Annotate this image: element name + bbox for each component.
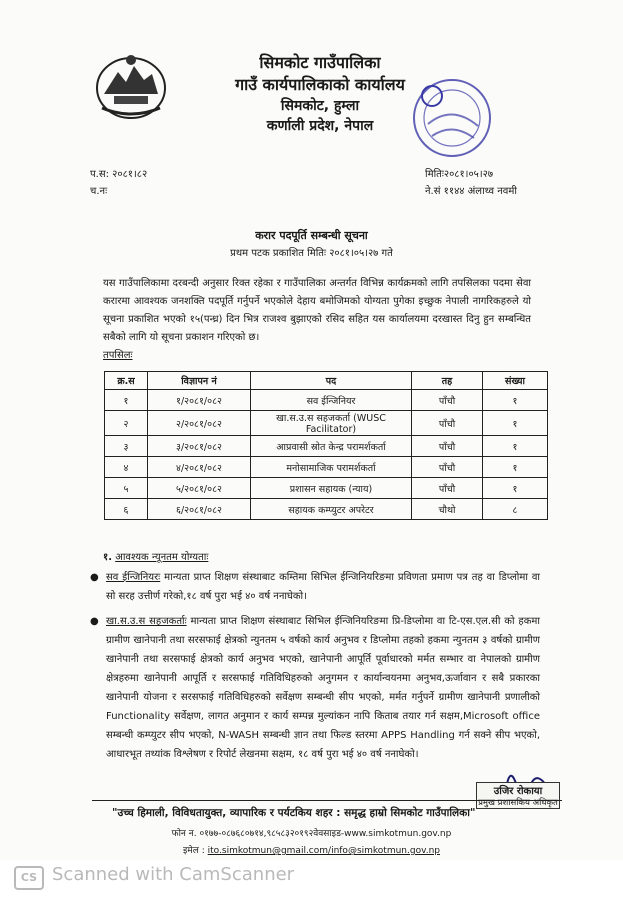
office-stamp-icon <box>408 74 496 162</box>
header-count: संख्या <box>483 372 548 390</box>
camscanner-watermark: Scanned with CamScanner <box>52 864 295 885</box>
cell-level: पाँचौ <box>412 478 483 499</box>
qualification-number: १. <box>103 552 112 563</box>
email-label: इमेल : <box>182 846 205 856</box>
cell-post: सव ईन्जिनियर <box>251 390 412 411</box>
table-row <box>105 390 548 411</box>
office-name: गाउँ कार्यपालिकाको कार्यालय <box>235 75 405 94</box>
table-row <box>105 499 548 520</box>
signatory-title: प्रमुख प्रशासकिय अधिकृत <box>478 798 558 808</box>
table-header-row <box>105 372 548 390</box>
table-row <box>105 457 548 478</box>
cell-post: मनोसामाजिक परामर्शकर्ता <box>251 457 412 478</box>
cell-level: चौथो <box>412 499 483 520</box>
cell-ad-number: ५/२०८१/०८२ <box>148 478 251 499</box>
header-post: पद <box>251 372 412 390</box>
cell-serial: ६ <box>105 499 148 520</box>
cell-serial: १ <box>105 390 148 411</box>
table-row <box>105 436 548 457</box>
bullet-icon: ● <box>90 572 99 583</box>
cell-count: १ <box>483 478 548 499</box>
reference-number: प.स: २०८१।८२ <box>90 169 148 180</box>
cell-ad-number: ६/२०८१/०८२ <box>148 499 251 520</box>
municipality-name: सिमकोट गाउँपालिका <box>259 53 381 72</box>
footer-contact: फोन न. ०१७७-०८७६८०७१४,९८५८३२०१९२वेवसाइड-www.simkotmun.gov.np <box>171 829 452 839</box>
cell-ad-number: ४/२०८१/०८२ <box>148 457 251 478</box>
cell-ad-number: २/२०८१/०८२ <box>148 411 251 436</box>
nepal-emblem-icon <box>92 50 170 122</box>
notice-subtitle: प्रथम पटक प्रकाशित मितिः २०८१।०५।२७ गते <box>230 248 393 259</box>
footer-slogan: "उच्च हिमाली, विविधतायुक्त, व्यापारिक र पर्यटकिय शहर : समृद्ध हाम्रो सिमकोट गाउँपालिका" <box>112 807 476 819</box>
cell-serial: ५ <box>105 478 148 499</box>
header-serial: क्र.स <box>105 372 148 390</box>
cell-level: पाँचौ <box>412 390 483 411</box>
reference-block <box>90 166 147 200</box>
cell-serial: २ <box>105 411 148 436</box>
qualification-heading <box>103 549 208 563</box>
signatory-name: उजिर रोकाया <box>493 786 543 797</box>
signatory-block <box>476 782 560 809</box>
cell-count: १ <box>483 411 548 436</box>
item-text: मान्यता प्राप्त शिक्षण संस्थाबाट कम्तिमा सिभिल ईन्जिनियरिङमा प्रविणता प्रमाण पत्र तह वा डिप्लोमा वा सो सरह उत्तीर्ण गरेको,१८ वर्ष पुरा भई ४० वर्ष ननाघेको। <box>106 572 540 602</box>
table-row <box>105 411 548 436</box>
email-address: ito.simkotmun@gmail.com/info@simkotmun.gov.np <box>207 846 440 856</box>
dispatch-number: च.नः <box>90 186 108 197</box>
tapsil-label: तपसिलः <box>103 350 133 361</box>
camscanner-logo-icon: CS <box>14 866 44 890</box>
footer-email-line <box>0 843 623 856</box>
cell-serial: ४ <box>105 457 148 478</box>
cell-level: पाँचौ <box>412 457 483 478</box>
nepal-sambat-date: ने.सं ११४४ अंलाथ्व नवमी <box>425 186 517 197</box>
cell-serial: ३ <box>105 436 148 457</box>
cell-post: खा.स.उ.स सहजकर्ता (WUSC Facilitator) <box>251 411 412 436</box>
positions-table <box>104 371 548 520</box>
footer-divider <box>92 800 562 801</box>
item-lead: खा.स.उ.स सहजकर्ताः <box>106 616 187 627</box>
cell-level: पाँचौ <box>412 411 483 436</box>
item-text: मान्यता प्राप्त शिक्षण संस्थाबाट सिभिल ईन्जिनियरिङमा प्रि-डिप्लोमा वा टि-एस.एल.सी को हकमा ग्रामीण खानेपानी तथा सरसफाई क्षेत्रको न्युनतम ५ वर्षको कार्य अनुभव र डिप्लोमा तहको हकमा न्युनतम ३ वर्षको ग्रामीण खानेपानी तथा सरसफाई क्षेत्रको कार्य अनुभव भएको, खानेपानी आपूर्ति पूर्वाधारको मर्मत सम्भार वा नेपालको ग्रामीण क्षेत्रहरुमा खानेपानी आपूर्ति र सरसफाई गतिविधिहरुको अनुगमन र कार्यान्वयनमा अनुभव,ऊर्जावान र सबै प्रकारका खानेपानी योजना र सरसफाई गतिविधिहरुको सर्वेक्षण सम्बन्धी सीप भएको, मर्मत गर्नुपर्ने ग्रामीण खानेपानी प्रणालीको Functionality सर्वेक्षण, लागत अनुमान र कार्य सम्पन्न मुल्यांकन नापि किताब तयार गर्न सक्षम,Microsoft office सम्बन्धी कम्प्युटर सीप भएको, N-WASH सम्बन्धी ज्ञान तथा फिल्ड स्तरमा APPS Handling गर्न सक्ने सीप भएको, आधारभूत तथ्यांक विश्लेषण र रिपोर्ट लेखनमा सक्षम, १८ वर्ष पुरा भई ४० वर्ष ननाघेको। <box>106 616 540 760</box>
cell-ad-number: १/२०८१/०८२ <box>148 390 251 411</box>
item-lead: सव ईन्जिनियरः <box>106 572 161 583</box>
cell-ad-number: ३/२०८१/०८२ <box>148 436 251 457</box>
header-level: तह <box>412 372 483 390</box>
cell-count: १ <box>483 390 548 411</box>
list-item <box>90 568 540 606</box>
date-block <box>425 166 517 200</box>
table-row <box>105 478 548 499</box>
header-ad-number: विज्ञापन नं <box>148 372 251 390</box>
cell-post: सहायक कम्प्युटर अपरेटर <box>251 499 412 520</box>
cell-count: १ <box>483 457 548 478</box>
cell-level: पाँचौ <box>412 436 483 457</box>
office-location: सिमकोट, हुम्ला <box>280 98 360 114</box>
cell-post: आप्रवासी स्रोत केन्द्र परामर्शकर्ता <box>251 436 412 457</box>
cell-count: १ <box>483 436 548 457</box>
bullet-icon: ● <box>90 616 99 627</box>
qualification-title: आवश्यक न्यूनतम योग्यताः <box>115 552 209 563</box>
office-province: कर्णाली प्रदेश, नेपाल <box>266 118 374 134</box>
cell-post: प्रशासन सहायक (न्याय) <box>251 478 412 499</box>
cell-count: ८ <box>483 499 548 520</box>
list-item <box>90 612 540 764</box>
notice-intro: यस गाउँपालिकामा दरबन्दी अनुसार रिक्त रहेका र गाउँपालिका अन्तर्गत विभिन्न कार्यक्रमको लागि तपसिलका पदमा सेवा करारमा आवश्यक जनशक्ति पदपूर्ति गर्नुपर्ने भएकोले देहाय बमोजिमको योग्यता पुगेका इच्छुक नेपाली नागरिकहरुले यो सूचना प्रकाशित भएको १५(पन्ध्र) दिन भित्र राजश्व बुझाएको रसिद सहित यस कार्यालयमा दरखास्त दिनु हुन सम्बन्धित सबैको लागि यो सूचना प्रकाशन गरिएको छ। <box>103 278 531 343</box>
letter-date: मितिः२०८१।०५।२७ <box>425 169 494 180</box>
notice-title: करार पदपूर्ति सम्बन्धी सूचना <box>255 229 368 242</box>
